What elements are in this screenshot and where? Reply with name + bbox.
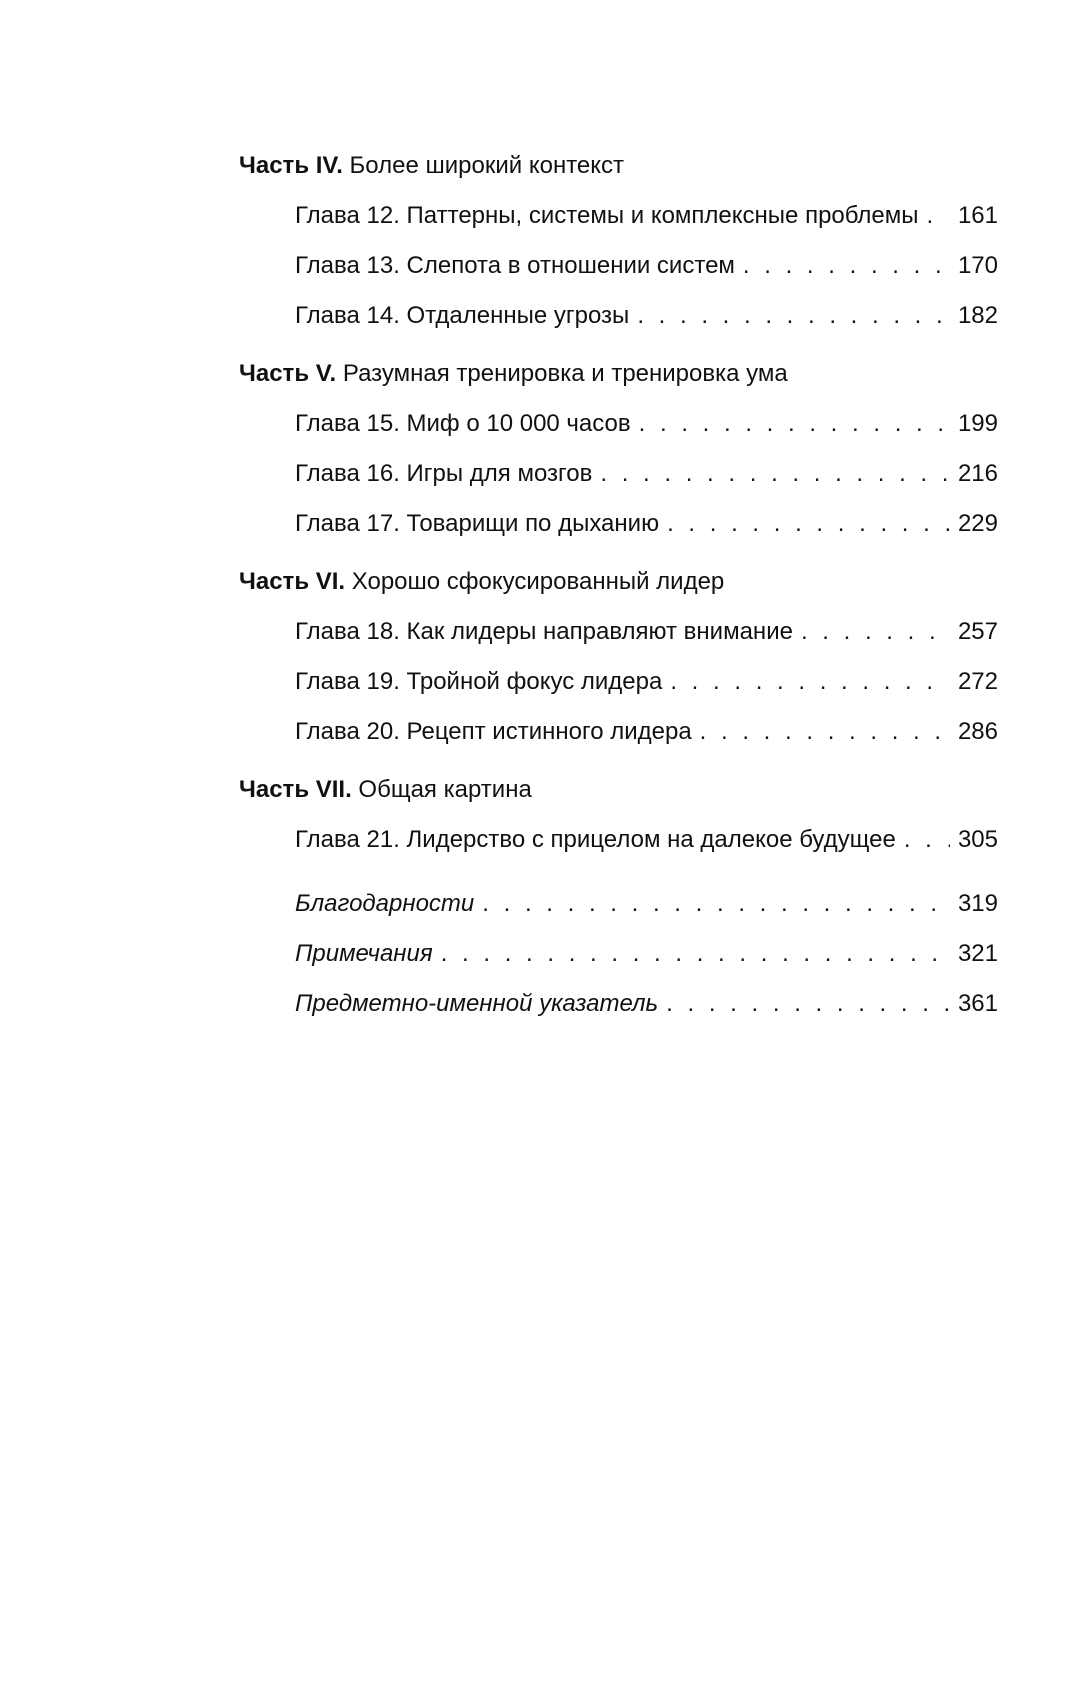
dot-leader [743,248,950,284]
dot-leader [667,506,950,542]
toc-entry[interactable] [295,198,998,234]
chapter-title: Глава 17. Товарищи по дыханию [295,510,660,537]
part-heading [239,772,998,808]
back-matter-title: Примечания [295,940,433,967]
toc-part-7 [239,772,998,858]
toc-entry[interactable] [295,298,998,334]
chapter-title: Глава 16. Игры для мозгов [295,460,593,487]
back-matter-title: Предметно-именной указатель [295,990,659,1017]
chapter-title: Глава 21. Лидерство с прицелом на далекое будущее [295,826,896,853]
dot-leader [639,406,950,442]
page-number: 319 [957,890,998,917]
chapter-title: Глава 19. Тройной фокус лидера [295,668,663,695]
chapter-title: Глава 12. Паттерны, системы и комплексные проблемы [295,202,919,229]
dot-leader [441,936,950,972]
page-number: 229 [957,510,998,537]
chapter-title: Глава 13. Слепота в отношении систем [295,252,735,279]
dot-leader [927,198,950,234]
toc-entry[interactable] [295,406,998,442]
page-number: 257 [957,618,998,645]
page-number: 305 [957,826,998,853]
toc-entry[interactable] [295,714,998,750]
chapter-title: Глава 15. Миф о 10 000 часов [295,410,631,437]
toc-part-5 [239,356,998,542]
toc-entry-notes[interactable] [295,936,998,972]
page-number: 272 [957,668,998,695]
part-title: Более широкий контекст [349,152,625,179]
toc-entry[interactable] [295,506,998,542]
page-number: 170 [957,252,998,279]
dot-leader [637,298,950,334]
page-number: 216 [957,460,998,487]
toc-part-6 [239,564,998,750]
back-matter-title: Благодарности [295,890,475,917]
part-title: Разумная тренировка и тренировка ума [342,360,788,387]
chapter-title: Глава 18. Как лидеры направляют внимание [295,618,793,645]
dot-leader [670,664,950,700]
chapter-title: Глава 20. Рецепт истинного лидера [295,718,692,745]
part-label: Часть VI. [239,568,346,595]
dot-leader [904,822,950,858]
toc-entry[interactable] [295,614,998,650]
page-number: 199 [957,410,998,437]
toc-back-matter [239,886,998,1022]
dot-leader [482,886,950,922]
toc-entry[interactable] [295,664,998,700]
part-heading [239,564,998,600]
part-label: Часть V. [239,360,337,387]
part-label: Часть VII. [239,776,352,803]
page-number: 161 [957,202,998,229]
part-title: Общая картина [358,776,532,803]
chapter-title: Глава 14. Отдаленные угрозы [295,302,630,329]
dot-leader [600,456,950,492]
dot-leader [666,986,950,1022]
page-number: 286 [957,718,998,745]
part-title: Хорошо сфокусированный лидер [351,568,725,595]
toc-entry-index[interactable] [295,986,998,1022]
page-number: 182 [957,302,998,329]
part-heading [239,148,998,184]
toc-entry[interactable] [295,456,998,492]
toc-entry-acknowledgments[interactable] [295,886,998,922]
toc-entry[interactable] [295,822,998,858]
page-number: 321 [957,940,998,967]
toc-entry[interactable] [295,248,998,284]
part-label: Часть IV. [239,152,343,179]
dot-leader [700,714,950,750]
page-number: 361 [957,990,998,1017]
toc-part-4 [239,148,998,334]
part-heading [239,356,998,392]
dot-leader [801,614,950,650]
table-of-contents [239,148,998,1036]
